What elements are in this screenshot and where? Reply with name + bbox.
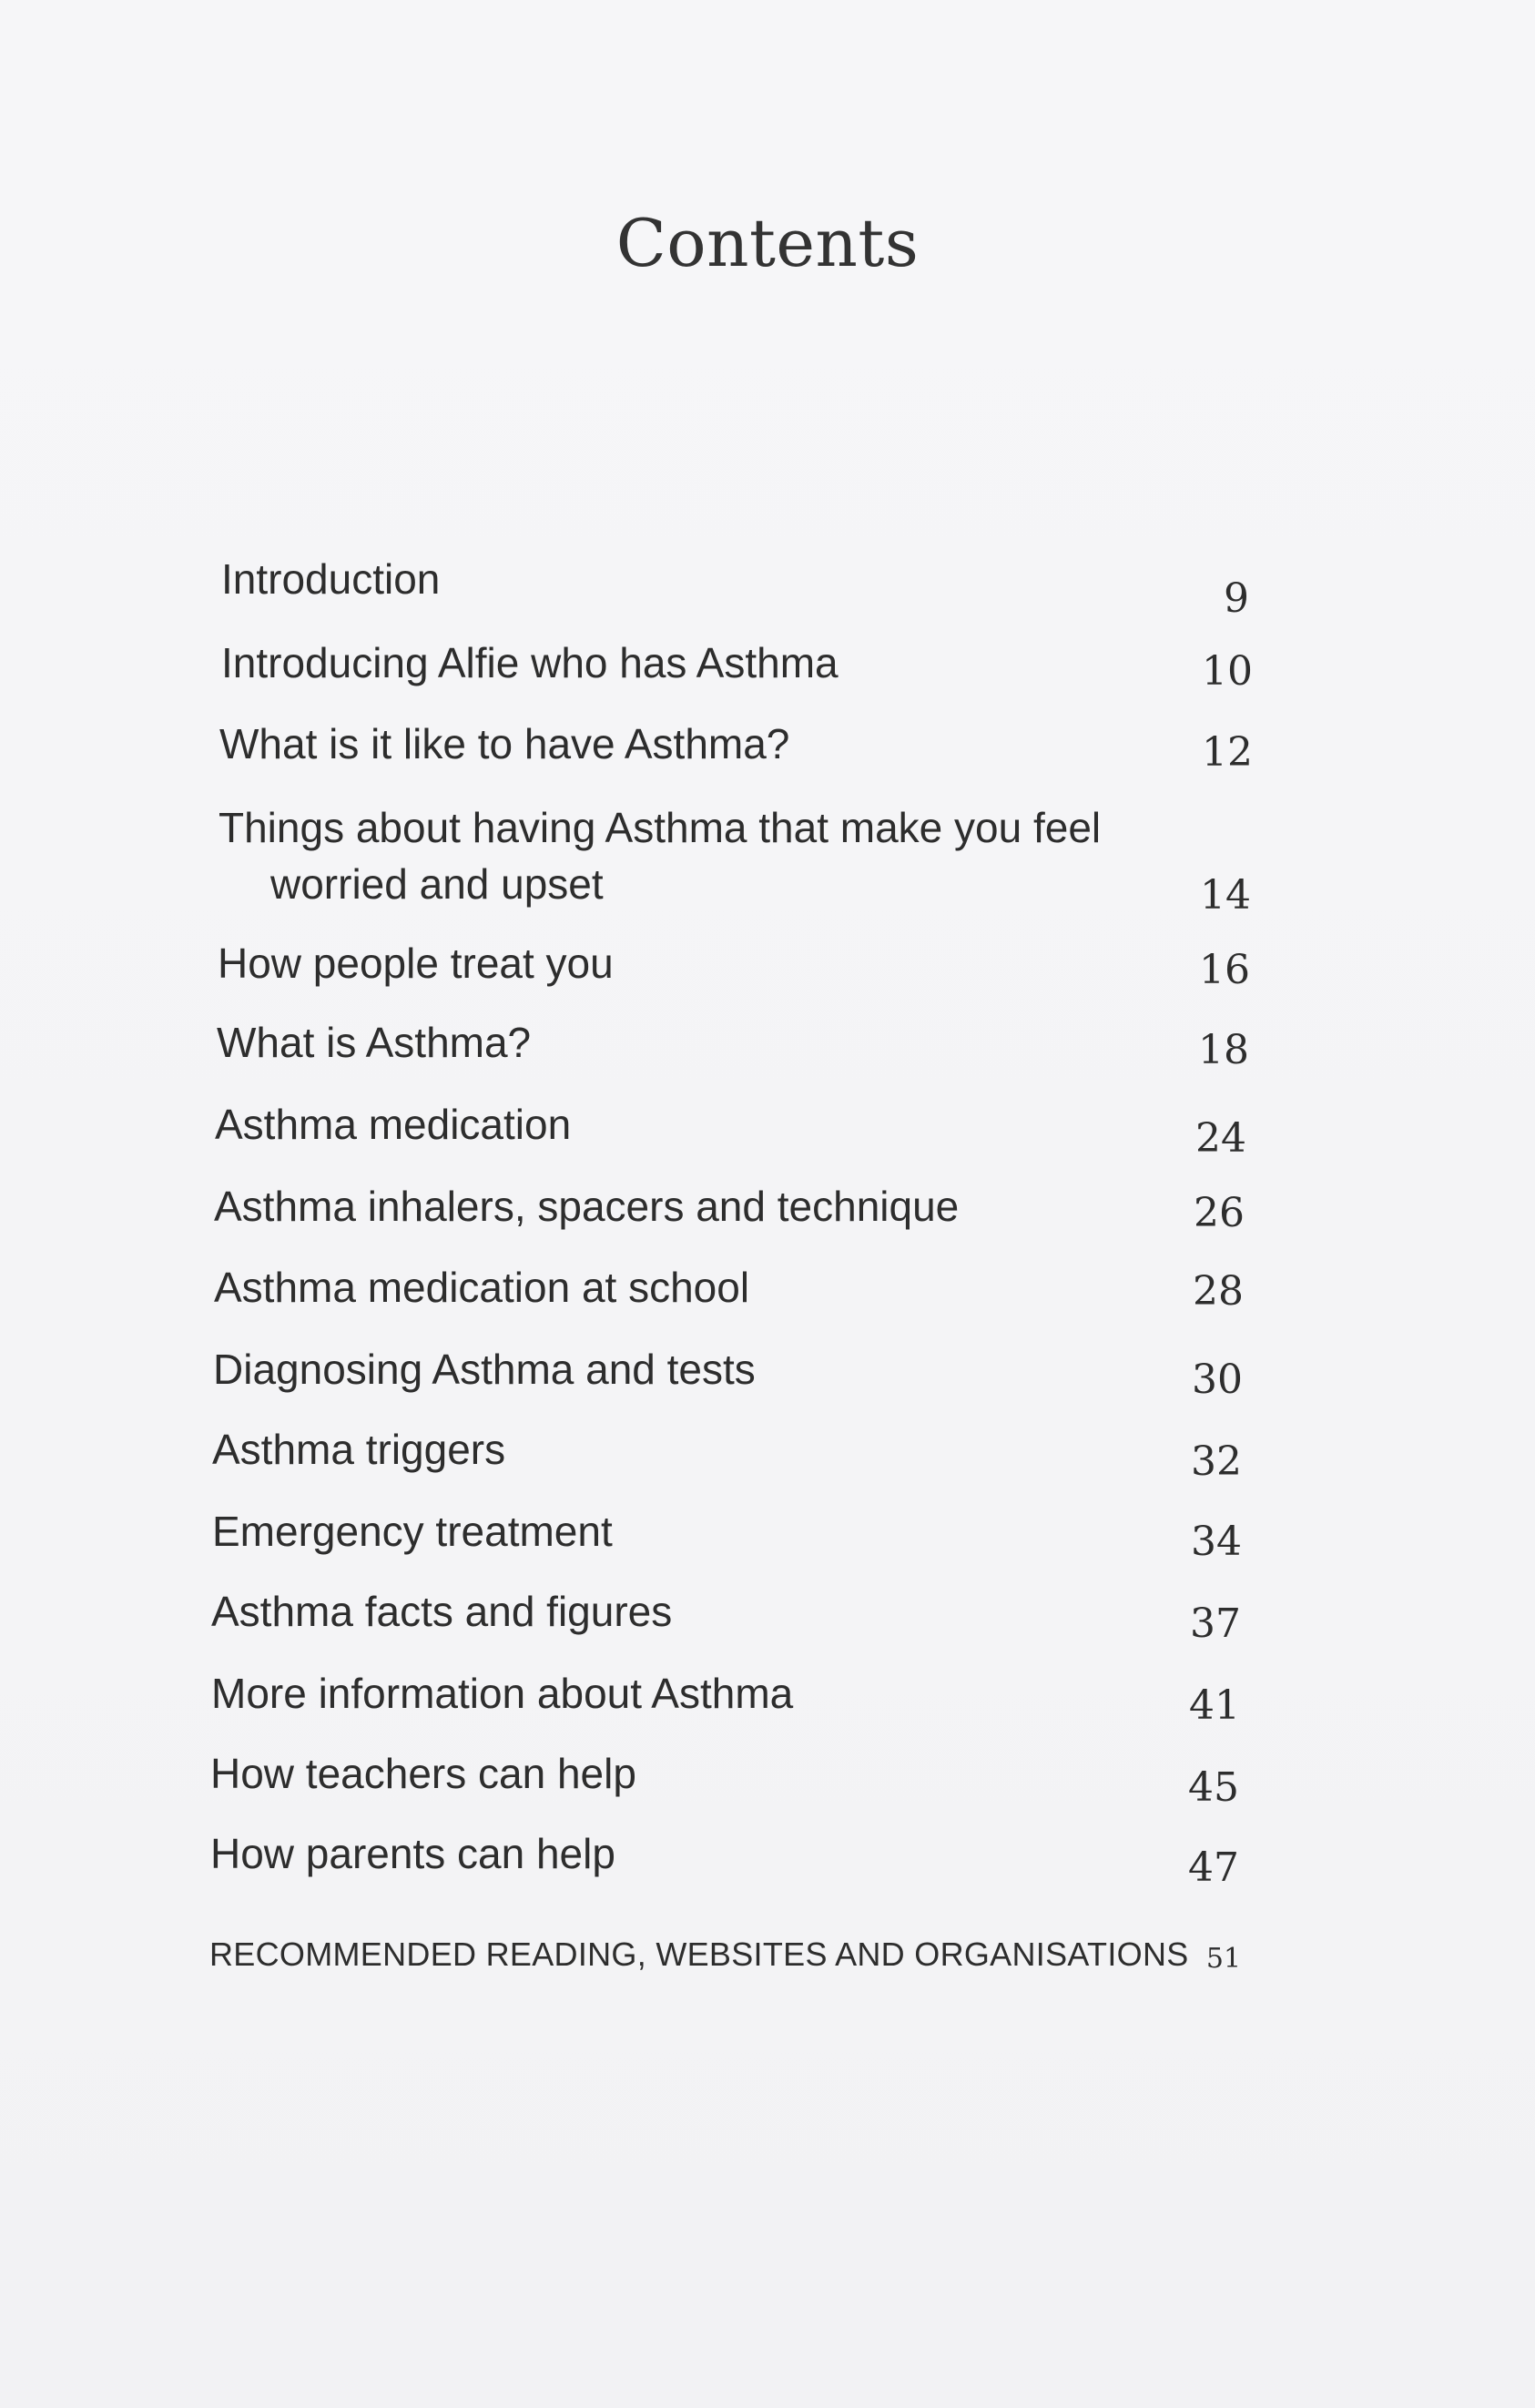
- toc-entry-page: 51: [1205, 1943, 1242, 1975]
- toc-entry-label-line-1: Things about having Asthma that make you feel: [219, 804, 1102, 851]
- toc-entry-label: How parents can help: [210, 1830, 615, 1877]
- toc-entry-label: Asthma medication: [215, 1101, 572, 1148]
- toc-entry-label: [219, 799, 1101, 912]
- toc-entry-page: 37: [1190, 1600, 1241, 1647]
- toc-entry-label: Diagnosing Asthma and tests: [213, 1346, 756, 1393]
- toc-entry-label: Introducing Alfie who has Asthma: [221, 639, 839, 686]
- toc-entry-label: RECOMMENDED READING, WEBSITES AND ORGANISATIONS: [209, 1936, 1189, 1973]
- toc-entry-page: 34: [1191, 1519, 1242, 1565]
- toc-entry-page: 41: [1189, 1682, 1240, 1729]
- toc-entry-label-line-2: worried and upset: [270, 860, 604, 908]
- toc-entry-label: Introduction: [221, 555, 441, 603]
- toc-entry-page: 14: [1200, 872, 1251, 919]
- page-title: Contents: [615, 205, 920, 281]
- toc-entry-page: 30: [1192, 1356, 1243, 1403]
- toc-entry-page: 26: [1194, 1190, 1245, 1236]
- toc-entry-label: Asthma medication at school: [214, 1264, 750, 1311]
- toc-entry-page: 9: [1224, 575, 1249, 622]
- toc-entry-label: How people treat you: [218, 940, 614, 987]
- toc-entry-page: 12: [1202, 729, 1253, 776]
- toc-entry-page: 10: [1202, 648, 1253, 695]
- toc-entry-page: 32: [1191, 1438, 1242, 1485]
- toc-entry-page: 18: [1198, 1027, 1249, 1073]
- toc-entry-label: Asthma triggers: [212, 1426, 506, 1473]
- toc-entry-label: Asthma inhalers, spacers and technique: [214, 1183, 960, 1230]
- toc-entry-page: 24: [1195, 1115, 1246, 1162]
- toc-entry-page: 45: [1188, 1764, 1239, 1811]
- toc-entry-page: 28: [1193, 1268, 1244, 1315]
- toc-entry-page: 16: [1199, 947, 1250, 993]
- toc-entry-label: Asthma facts and figures: [211, 1588, 673, 1635]
- toc-entry-page: 47: [1188, 1844, 1239, 1891]
- toc-entry-label: Emergency treatment: [212, 1508, 613, 1555]
- toc-entry-label: How teachers can help: [210, 1750, 636, 1797]
- toc-entry-label: What is it like to have Asthma?: [219, 720, 790, 767]
- toc-entry-label: What is Asthma?: [217, 1019, 532, 1066]
- toc-entry-label: More information about Asthma: [211, 1670, 794, 1717]
